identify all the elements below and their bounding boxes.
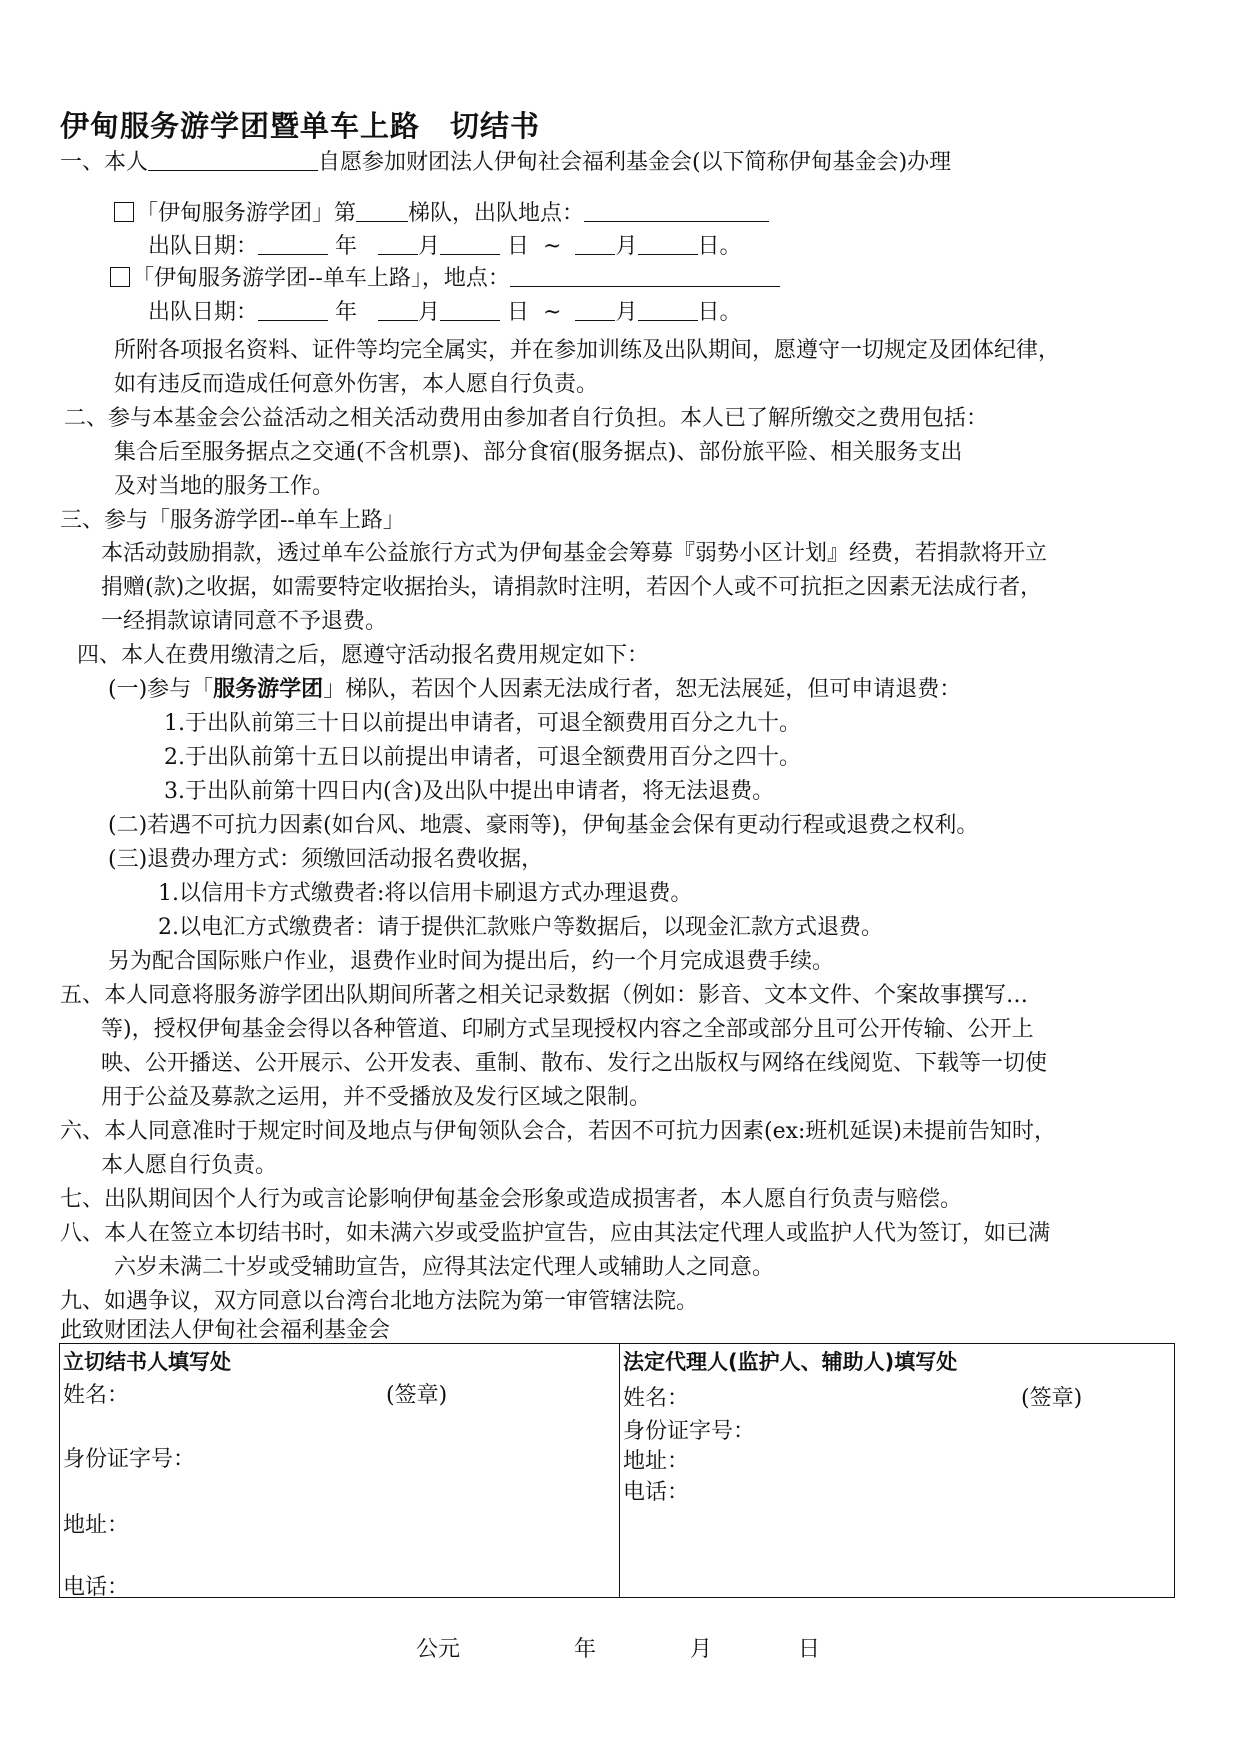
date-label: 出队日期： (148, 300, 259, 325)
section-4-1-bold: 服务游学团 (213, 677, 324, 702)
section-3-text-2: 本活动鼓励捐款，透过单车公益旅行方式为伊甸基金会筹募『弱势小区计划』经费，若捐款将开立 (101, 541, 1048, 566)
guardian-address-field[interactable]: 地址： (623, 1449, 690, 1474)
signer-seal-label: (签章) (386, 1383, 448, 1408)
month-label: 月 (418, 300, 441, 325)
signer-header: 立切结书人填写处 (63, 1350, 231, 1374)
section-2-text-2: 集合后至服务据点之交通(不含机票)、部分食宿(服务据点)、部份旅平险、相关服务支出 (114, 440, 963, 465)
section-4-3-item-2: 2.以电汇方式缴费者：请于提供汇款账户等数据后，以现金汇款方式退费。 (158, 915, 883, 940)
day-blank[interactable] (440, 298, 500, 321)
section-4-1-suffix: 」梯队，若因个人因素无法成行者，恕无法展延，但可申请退费： (323, 677, 962, 702)
section-4-note: 另为配合国际账户作业，退费作业时间为提出后，约一个月完成退费手续。 (108, 949, 835, 974)
section-4-3: (三)退费办理方式：须缴回活动报名费收据， (108, 847, 544, 872)
section-4-2: (二)若遇不可抗力因素(如台风、地震、豪雨等)，伊甸基金会保有更动行程或退费之权利。 (108, 813, 979, 838)
guardian-name-field[interactable]: 姓名： (623, 1386, 690, 1411)
year-label: 年 (335, 300, 358, 325)
option-1-line (114, 199, 769, 229)
option-2-checkbox[interactable] (110, 267, 130, 287)
day-label: 日 (507, 300, 530, 325)
month-label-2: 月 (615, 234, 638, 259)
section-4-1-item-1: 1.于出队前第三十日以前提出申请者，可退全额费用百分之九十。 (164, 711, 801, 736)
section-4-3-item-1: 1.以信用卡方式缴费者:将以信用卡刷退方式办理退费。 (158, 881, 693, 906)
signer-phone-field[interactable]: 电话： (63, 1575, 130, 1600)
section-6-text-2: 本人愿自行负责。 (101, 1153, 278, 1178)
section-4-1-prefix: (一)参与「 (108, 677, 214, 702)
section-5-text-4: 用于公益及募款之运用，并不受播放及发行区域之限制。 (101, 1085, 652, 1110)
section-1-suffix: 自愿参加财团法人伊甸社会福利基金会(以下简称伊甸基金会)办理 (318, 150, 952, 175)
option-2-label: 「伊甸服务游学团--单车上路」，地点： (132, 266, 510, 291)
option-1-label-b: 梯队，出队地点： (408, 201, 585, 226)
signature-table (59, 1343, 1175, 1598)
signer-name-field[interactable]: 姓名： (63, 1383, 130, 1408)
signer-address-field[interactable]: 地址： (63, 1513, 130, 1538)
day-end-label: 日。 (697, 300, 742, 325)
year-blank[interactable] (258, 232, 328, 255)
section-2-text-3: 及对当地的服务工作。 (114, 474, 335, 499)
option-2-date-line (148, 298, 742, 328)
month-label: 月 (418, 234, 441, 259)
section-3-text-3: 捐赠(款)之收据，如需要特定收据抬头，请捐款时注明，若因个人或不可抗拒之因素无法成行者， (101, 575, 1043, 600)
document-title: 伊甸服务游学团暨单车上路 切结书 (60, 109, 541, 143)
option-1-checkbox[interactable] (114, 202, 134, 222)
month-blank-2[interactable] (575, 298, 615, 321)
option-1-label-a: 「伊甸服务游学团」第 (136, 201, 357, 226)
month-blank[interactable] (378, 298, 418, 321)
month-label-2: 月 (615, 300, 638, 325)
section-3-text-1: 三、参与「服务游学团--单车上路」 (60, 508, 405, 533)
tilde: ~ (543, 234, 562, 259)
footer-day[interactable]: 日 (798, 1637, 821, 1662)
signer-id-field[interactable]: 身份证字号： (63, 1447, 196, 1472)
section-5-text-1: 五、本人同意将服务游学团出队期间所著之相关记录数据（例如：影音、文本文件、个案故事撰写… (60, 983, 1029, 1008)
section-1-line (60, 148, 951, 178)
guardian-header: 法定代理人(监护人、辅助人)填写处 (623, 1350, 958, 1374)
option-1-location-blank[interactable] (584, 199, 769, 222)
option-2-line (110, 264, 780, 294)
team-number-blank[interactable] (356, 199, 408, 222)
section-9-text: 九、如遇争议，双方同意以台湾台北地方法院为第一审管辖法院。 (60, 1289, 699, 1314)
month-blank[interactable] (378, 232, 418, 255)
footer-month[interactable]: 月 (690, 1637, 713, 1662)
day-blank[interactable] (440, 232, 500, 255)
footer-year[interactable]: 年 (574, 1637, 597, 1662)
section-4-text-1: 四、本人在费用缴清之后，愿遵守活动报名费用规定如下： (77, 643, 650, 668)
section-2-text-1: 二、参与本基金会公益活动之相关活动费用由参加者自行负担。本人已了解所缴交之费用包括： (64, 406, 989, 431)
day-label: 日 (507, 234, 530, 259)
guardian-column (620, 1344, 1174, 1597)
section-4-1 (108, 675, 961, 705)
section-8-text-2: 六岁未满二十岁或受辅助宣告，应得其法定代理人或辅助人之同意。 (114, 1255, 775, 1280)
signer-column (60, 1344, 620, 1600)
section-4-1-item-2: 2.于出队前第十五日以前提出申请者，可退全额费用百分之四十。 (164, 745, 801, 770)
year-blank[interactable] (258, 298, 328, 321)
section-8-text-1: 八、本人在签立本切结书时，如未满六岁或受监护宣告，应由其法定代理人或监护人代为签订，如已满 (60, 1221, 1051, 1246)
section-1-prefix: 一、本人 (60, 150, 149, 175)
tilde: ~ (543, 300, 562, 325)
guardian-id-field[interactable]: 身份证字号： (623, 1419, 756, 1444)
section-7-text: 七、出队期间因个人行为或言论影响伊甸基金会形象或造成损害者，本人愿自行负责与赔偿。 (60, 1187, 963, 1212)
date-label: 出队日期： (148, 234, 259, 259)
guardian-phone-field[interactable]: 电话： (623, 1480, 690, 1505)
footer-era: 公元 (416, 1637, 461, 1662)
section-1-text-1: 所附各项报名资料、证件等均完全属实，并在参加训练及出队期间，愿遵守一切规定及团体纪律， (114, 338, 1061, 363)
section-4-1-item-3: 3.于出队前第十四日内(含)及出队中提出申请者，将无法退费。 (164, 779, 775, 804)
section-5-text-3: 映、公开播送、公开展示、公开发表、重制、散布、发行之出版权与网络在线阅览、下载等一切使 (101, 1051, 1048, 1076)
day-blank-2[interactable] (638, 232, 698, 255)
section-1-text-2: 如有违反而造成任何意外伤害，本人愿自行负责。 (114, 372, 599, 397)
section-3-text-4: 一经捐款谅请同意不予退费。 (101, 609, 388, 634)
section-6-text-1: 六、本人同意准时于规定时间及地点与伊甸领队会合，若因不可抗力因素(ex:班机延误)未提前告知时， (60, 1119, 1057, 1144)
day-end-label: 日。 (697, 234, 742, 259)
closing-text: 此致财团法人伊甸社会福利基金会 (60, 1318, 391, 1343)
day-blank-2[interactable] (638, 298, 698, 321)
option-1-date-line (148, 232, 742, 262)
year-label: 年 (335, 234, 358, 259)
option-2-location-blank[interactable] (510, 264, 780, 287)
section-5-text-2: 等)，授权伊甸基金会得以各种管道、印刷方式呈现授权内容之全部或部分且可公开传输、公开上 (101, 1017, 1034, 1042)
guardian-seal-label: (签章) (1021, 1386, 1083, 1411)
month-blank-2[interactable] (575, 232, 615, 255)
name-blank[interactable] (148, 148, 318, 171)
